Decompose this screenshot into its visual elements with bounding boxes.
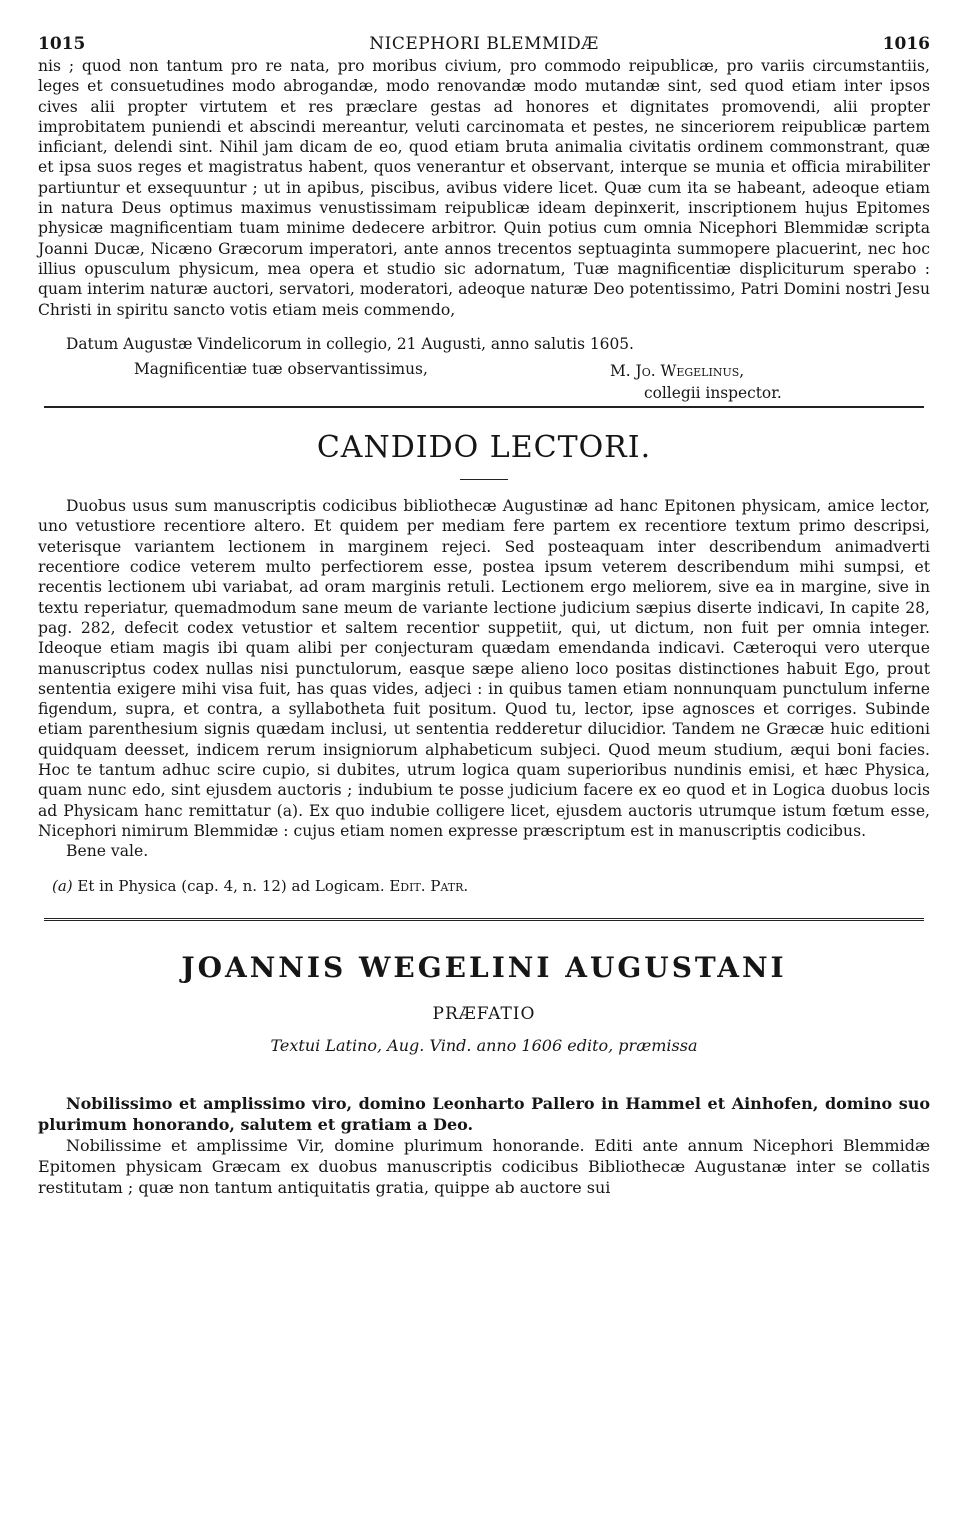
heading-underline [460,479,508,480]
footnote-marker: (a) [52,876,73,895]
section-heading-wegelini: JOANNIS WEGELINI AUGUSTANI [181,950,787,984]
candido-paragraph: Duobus usus sum manuscriptis codicibus bibliothecæ Augustinæ ad hanc Epitonen physicam, amice lector, uno vetustiore recentiore altero. Et quidem per mediam fere partem ex recentiore textum primo descripsi, veterisque variantem lectionem in marginem rejeci. Sed posteaquam inter describendum animadverti recentiore codice veterem multo perfectiorem esse, postea ipsum veterem describendum mihi sumpsi, et recentis lectionem ubi variabat, ad oram marginis retuli. Lectionem ergo meliorem, sive ea in margine, sive in textu reperiatur, quemadmodum sane meum de variante lectione judicium sæpius diserte indicavi, In capite 28, pag. 282, defecit codex vetustior et saltem recentior suppetiit, qui, ut dictum, non fuit per omnia integer. Ideoque etiam magis ibi quam alibi per conjecturam quædam emendanda indicavi. Cæteroqui vero uterque manuscriptus codex nullas nisi punctulorum, easque sæpe alieno loco positas distinctiones habuit Ego, prout sententia exigere mihi visa fuit, has quas vides, adjeci : in quibus tamen etiam nonnunquam punctulum inferne figendum, supra, et contra, a syllabotheta fuit positum. Quod tu, lector, ipse agnosces et corriges. Subinde etiam parenthesium signis quædam inclusi, ut sententia redderetur dilucidior. Tandem ne Græcæ huic editioni quidquam deesset, indicem rerum insigniorum alphabeticum subjeci. Quod meum studium, æqui boni facies. Hoc te tantum adhuc scire cupio, si dubites, utrum logica quam superioribus nundinis emisi, et hæc Physica, quam nunc edo, sint ejusdem auctoris ; indubium te posse judicium facere ex eo quod et in Logica duobus locis ad Physicam hanc remittatur (a). Ex quo indubie colligere licet, ejusdem auctoris utrumque istum fœtum esse, Nicephori nimirum Blemmidæ : cujus etiam nomen expresse præscriptum est in manuscriptis codicibus. [38,497,930,840]
address-paragraph: Nobilissimo et amplissimo viro, domino Leonharto Pallero in Hammel et Ainhofen, domino suo plurimum honorando, salutem et gratiam a Deo. [38,1093,930,1134]
section-divider [44,406,924,408]
section-divider-double [44,918,924,921]
signature-block [38,360,930,406]
dated-line: Datum Augustæ Vindelicorum in collegio, 21 Augusti, anno salutis 1605. [66,334,634,353]
dedication-paragraph: nis ; quod non tantum pro re nata, pro moribus civium, pro commodo reipublicæ, pro variis circumstantiis, leges et consuetudines modo abrogandæ, modo renovandæ modo mutandæ sint, sed quod etiam inter ipsos cives alii propter virtutem et res præclare gestas ad honores et dignitates promovendi, alii propter improbitatem puniendi et abscindi mereantur, veluti carcinomata et pestes, ne sinceriorem reipublicæ partem inficiant, delendi sint. Nihil jam dicam de eo, quod etiam bruta animalia civitatis ordinem commonstrant, quæ et ipsa suos reges et magistratus habent, quos venerantur et observant, interque se munia et officia mirabiliter partiuntur et exsequuntur ; ut in apibus, piscibus, avibus videre licet. Quæ cum ita se habeant, adeoque etiam in natura Deus optimus maximus venustissimam reipublicæ ideam depinxerit, inscriptionem hujus Epitomes physicæ magnificentiam tuam minime dedecere arbitror. Quin potius cum omnia Nicephori Blemmidæ scripta Joanni Ducæ, Nicæno Græcorum imperatori, ante annos trecentos septuaginta summopere placuerint, nec hoc illius opusculum physicum, mea opera et studio sic adornatum, Tuæ magnificentiæ displiciturum sperabo : quam interim naturæ auctori, servatori, moderatori, adeoque naturæ Deo potentissimo, Patri Domini nostri Jesu Christi in spiritu sancto votis etiam meis commendo, [38,57,930,319]
vale-line: Bene vale. [66,842,149,861]
praefatio-paragraph: Nobilissime et amplissime Vir, domine plurimum honorande. Editi ante annum Nicephori Blemmidæ Epitomen physicam Græcam ex duobus manuscriptis codicibus Bibliothecæ Augustanæ inter se collatis restitutam ; quæ non tantum antiquitatis gratia, quippe ab auctore sui [38,1135,930,1197]
column-number-left: 1015 [38,34,86,54]
running-title: NICEPHORI BLEMMIDÆ [369,34,599,54]
praefatio-heading: PRÆFATIO [432,1003,536,1024]
footnote-text: Et in Physica (cap. 4, n. 12) ad Logicam. [72,876,390,895]
footnote-editor: Edit. Patr. [389,876,469,895]
footnote [38,876,930,896]
signer-title: collegii inspector. [644,384,782,403]
signer-name: M. Jo. Wegelinus, [610,362,745,381]
signer [610,360,782,404]
closing-formula: Magnificentiæ tuæ observantissimus, [134,360,428,379]
praefatio-subtitle: Textui Latino, Aug. Vind. anno 1606 edito, præmissa [270,1035,698,1055]
running-head [38,30,930,56]
document-page [38,30,930,1198]
column-number-right: 1016 [882,34,930,54]
section-heading-candido: CANDIDO LECTORI. [316,430,652,466]
